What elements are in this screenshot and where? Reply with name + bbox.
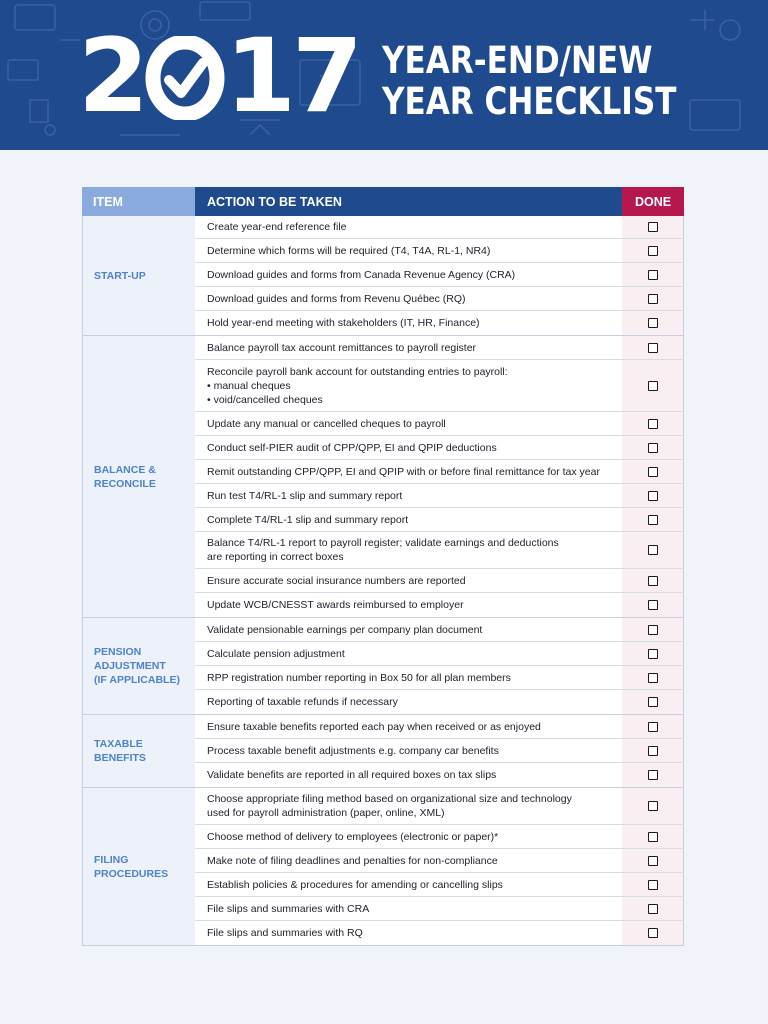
done-checkbox[interactable]: [648, 222, 658, 232]
done-cell: [622, 666, 684, 689]
done-checkbox[interactable]: [648, 770, 658, 780]
done-checkbox[interactable]: [648, 246, 658, 256]
table-row: [195, 715, 684, 739]
table-row: [195, 311, 684, 335]
table-row: [195, 484, 684, 508]
section: [82, 216, 684, 336]
column-header-item: ITEM: [82, 187, 195, 216]
done-cell: [622, 897, 684, 920]
category-label: START-UP: [82, 216, 195, 335]
action-text: Run test T4/RL-1 slip and summary report: [195, 484, 622, 507]
table-row: [195, 825, 684, 849]
action-text: Process taxable benefit adjustments e.g. company car benefits: [195, 739, 622, 762]
checkmark-zero-icon: [145, 22, 225, 132]
action-text: Hold year-end meeting with stakeholders (IT, HR, Finance): [195, 311, 622, 335]
section-rows: [195, 618, 684, 714]
done-cell: [622, 311, 684, 335]
done-checkbox[interactable]: [648, 381, 658, 391]
table-row: [195, 593, 684, 617]
action-text: Remit outstanding CPP/QPP, EI and QPIP with or before final remittance for tax year: [195, 460, 622, 483]
table-row: [195, 239, 684, 263]
done-checkbox[interactable]: [648, 419, 658, 429]
table-row: [195, 897, 684, 921]
year-digit-2: 2: [78, 17, 145, 136]
category-label: PENSION ADJUSTMENT (IF APPLICABLE): [82, 618, 195, 714]
table-row: [195, 666, 684, 690]
done-checkbox[interactable]: [648, 576, 658, 586]
action-text: Balance T4/RL-1 report to payroll register; validate earnings and deductions are reporting in correct boxes: [195, 532, 622, 568]
table-row: [195, 436, 684, 460]
done-cell: [622, 921, 684, 945]
done-checkbox[interactable]: [648, 343, 658, 353]
table-row: [195, 921, 684, 945]
done-cell: [622, 593, 684, 617]
column-header-done: DONE: [622, 187, 684, 216]
action-text: Balance payroll tax account remittances to payroll register: [195, 336, 622, 359]
done-checkbox[interactable]: [648, 673, 658, 683]
action-text: Reconcile payroll bank account for outstanding entries to payroll: • manual cheques • void/cancelled cheques: [195, 360, 622, 411]
done-checkbox[interactable]: [648, 491, 658, 501]
done-cell: [622, 336, 684, 359]
done-checkbox[interactable]: [648, 270, 658, 280]
done-cell: [622, 287, 684, 310]
done-cell: [622, 825, 684, 848]
done-cell: [622, 739, 684, 762]
done-cell: [622, 508, 684, 531]
table-row: [195, 873, 684, 897]
action-text: Download guides and forms from Canada Revenue Agency (CRA): [195, 263, 622, 286]
title-line-1: YEAR-END/NEW: [382, 39, 653, 82]
action-text: Determine which forms will be required (T4, T4A, RL-1, NR4): [195, 239, 622, 262]
done-cell: [622, 715, 684, 738]
action-text: Validate pensionable earnings per company plan document: [195, 618, 622, 641]
done-cell: [622, 436, 684, 459]
table-row: [195, 849, 684, 873]
section-rows: [195, 715, 684, 787]
done-checkbox[interactable]: [648, 515, 658, 525]
table-row: [195, 508, 684, 532]
action-text: Establish policies & procedures for amending or cancelling slips: [195, 873, 622, 896]
action-text: Update WCB/CNESST awards reimbursed to employer: [195, 593, 622, 617]
table-row: [195, 618, 684, 642]
action-text: Choose appropriate filing method based on organizational size and technology used for payroll administration (paper, online, XML): [195, 788, 622, 824]
done-checkbox[interactable]: [648, 443, 658, 453]
table-row: [195, 739, 684, 763]
section: [82, 336, 684, 618]
table-row: [195, 788, 684, 825]
year-2017: [78, 17, 359, 136]
done-cell: [622, 484, 684, 507]
done-cell: [622, 849, 684, 872]
table-row: [195, 412, 684, 436]
done-checkbox[interactable]: [648, 880, 658, 890]
done-checkbox[interactable]: [648, 600, 658, 610]
done-checkbox[interactable]: [648, 318, 658, 328]
checklist-table: [82, 187, 684, 946]
table-row: [195, 763, 684, 787]
action-text: File slips and summaries with CRA: [195, 897, 622, 920]
done-cell: [622, 360, 684, 411]
action-text: Conduct self-PIER audit of CPP/QPP, EI and QPIP deductions: [195, 436, 622, 459]
action-text: Download guides and forms from Revenu Québec (RQ): [195, 287, 622, 310]
done-checkbox[interactable]: [648, 928, 658, 938]
done-checkbox[interactable]: [648, 294, 658, 304]
table-row: [195, 216, 684, 239]
section-rows: [195, 216, 684, 335]
page-title: [382, 40, 676, 122]
done-cell: [622, 763, 684, 787]
done-checkbox[interactable]: [648, 746, 658, 756]
category-label: TAXABLE BENEFITS: [82, 715, 195, 787]
action-text: RPP registration number reporting in Box 50 for all plan members: [195, 666, 622, 689]
section: [82, 618, 684, 715]
done-cell: [622, 690, 684, 714]
table-header: [82, 187, 684, 216]
action-text: Validate benefits are reported in all required boxes on tax slips: [195, 763, 622, 787]
category-label: BALANCE & RECONCILE: [82, 336, 195, 617]
table-row: [195, 360, 684, 412]
done-checkbox[interactable]: [648, 649, 658, 659]
table-row: [195, 569, 684, 593]
table-row: [195, 642, 684, 666]
done-cell: [622, 788, 684, 824]
section-rows: [195, 336, 684, 617]
done-cell: [622, 873, 684, 896]
done-cell: [622, 460, 684, 483]
action-text: Ensure accurate social insurance numbers are reported: [195, 569, 622, 592]
column-header-action: ACTION TO BE TAKEN: [195, 187, 622, 216]
action-text: Complete T4/RL-1 slip and summary report: [195, 508, 622, 531]
done-cell: [622, 618, 684, 641]
done-cell: [622, 569, 684, 592]
done-cell: [622, 216, 684, 238]
action-text: Ensure taxable benefits reported each pay when received or as enjoyed: [195, 715, 622, 738]
action-text: Choose method of delivery to employees (electronic or paper)*: [195, 825, 622, 848]
year-digits-17: 17: [224, 17, 359, 136]
section: [82, 788, 684, 946]
done-checkbox[interactable]: [648, 467, 658, 477]
header-banner: [0, 0, 768, 150]
done-checkbox[interactable]: [648, 697, 658, 707]
table-row: [195, 336, 684, 360]
action-text: Update any manual or cancelled cheques to payroll: [195, 412, 622, 435]
table-row: [195, 460, 684, 484]
action-text: File slips and summaries with RQ: [195, 921, 622, 945]
done-cell: [622, 642, 684, 665]
done-checkbox[interactable]: [648, 904, 658, 914]
done-checkbox[interactable]: [648, 832, 658, 842]
done-cell: [622, 532, 684, 568]
action-text: Reporting of taxable refunds if necessary: [195, 690, 622, 714]
section-rows: [195, 788, 684, 945]
done-checkbox[interactable]: [648, 856, 658, 866]
table-body: [82, 216, 684, 946]
table-row: [195, 690, 684, 714]
done-cell: [622, 412, 684, 435]
done-checkbox[interactable]: [648, 801, 658, 811]
section: [82, 715, 684, 788]
done-cell: [622, 263, 684, 286]
table-row: [195, 287, 684, 311]
category-label: FILING PROCEDURES: [82, 788, 195, 945]
done-checkbox[interactable]: [648, 722, 658, 732]
table-row: [195, 263, 684, 287]
action-text: Create year-end reference file: [195, 216, 622, 238]
done-checkbox[interactable]: [648, 545, 658, 555]
done-checkbox[interactable]: [648, 625, 658, 635]
action-text: Calculate pension adjustment: [195, 642, 622, 665]
table-row: [195, 532, 684, 569]
done-cell: [622, 239, 684, 262]
title-line-2: YEAR CHECKLIST: [382, 80, 677, 123]
action-text: Make note of filing deadlines and penalties for non-compliance: [195, 849, 622, 872]
